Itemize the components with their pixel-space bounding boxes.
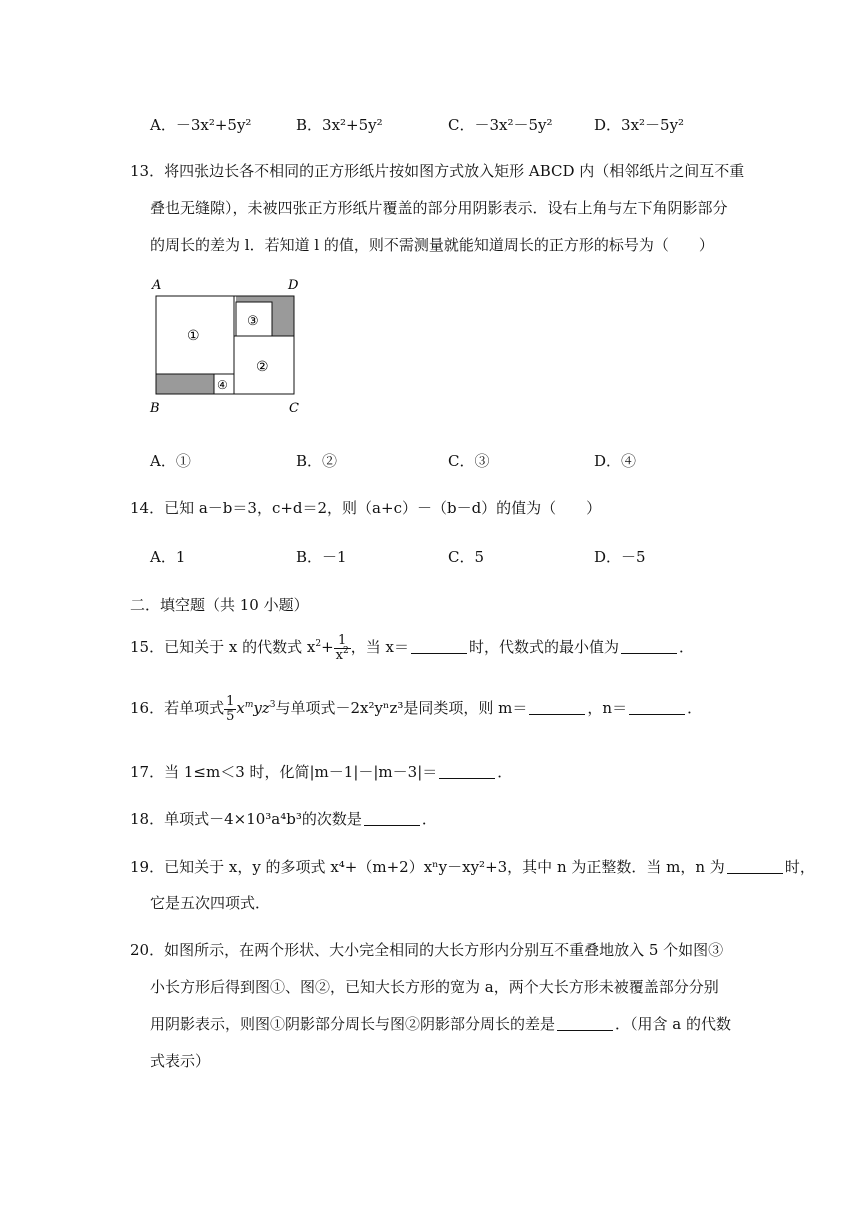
corner-label-d: D [288, 278, 299, 293]
q12-option-a: A．－3x²+5y² [150, 116, 252, 134]
square-4-label: ④ [217, 378, 228, 392]
q15-blank-x[interactable] [411, 639, 467, 654]
q14-stem: 14．已知 a－b＝3，c+d＝2，则（a+c）－（b－d）的值为（ ） [130, 499, 602, 517]
square-2-label: ② [256, 359, 269, 375]
q13-figure [140, 272, 320, 422]
q13-option-b: B．② [296, 452, 338, 470]
q15-expression: $x^2+$ $\frac{1}{x^2}$ [306, 633, 349, 663]
q16-blank-n[interactable] [629, 700, 685, 715]
corner-label-b: B [150, 401, 160, 416]
q13-stem-line1: 13．将四张边长各不相同的正方形纸片按如图方式放入矩形 ABCD 内（相邻纸片之间互不重 [130, 162, 745, 180]
q14-option-c: C．5 [448, 548, 485, 566]
q20-stem-line4: 式表示） [150, 1052, 211, 1070]
q12-option-d: D．3x²－5y² [594, 116, 685, 134]
q20-blank[interactable] [557, 1016, 613, 1031]
q16-fraction: $\frac{1}{5}$ [226, 694, 235, 724]
section-heading: 二．填空题（共 10 小题） [130, 596, 309, 614]
q19-stem-line2: 它是五次四项式． [150, 894, 271, 912]
q20-stem-line3: 用阴影表示，则图①阴影部分周长与图②阴影部分周长的差是 ．（用含 a 的代数 [150, 1015, 731, 1033]
q13-option-d: D．④ [594, 452, 637, 470]
q12-option-c: C．－3x²－5y² [448, 116, 553, 134]
q15-stem: 15．已知关于 x 的代数式 $x^2+$ $\frac{1}{x^2}$ ，当 x＝ 时，代数式的最小值为 ． [130, 633, 694, 663]
q20-stem-line1: 20．如图所示，在两个形状、大小完全相同的大长方形内分别互不重叠地放入 5 个如图③ [130, 941, 724, 959]
q15-blank-min[interactable] [621, 639, 677, 654]
q13-option-a: A．① [150, 452, 191, 470]
q20-stem-line2: 小长方形后得到图①、图②，已知大长方形的宽为 a，两个大长方形未被覆盖部分分别 [150, 978, 719, 996]
q19-stem-line1: 19．已知关于 x，y 的多项式 x⁴+（m+2）xⁿy－xy²+3，其中 n 为正整数．当 m，n 为 时， [130, 858, 815, 876]
q14-option-a: A．1 [150, 548, 186, 566]
q16-mid1: 与单项式－2x²yⁿz³是同类项，则 m＝ [275, 699, 528, 718]
corner-label-a: A [152, 278, 162, 293]
q16-stem: 16．若单项式 $\frac{1}{5}$ $x^myz^3$与单项式－2x²yⁿz³是同类项，则 m＝ ，n＝ ． [130, 694, 703, 724]
q18-stem: 18．单项式－4×10³a⁴b³的次数是 ． [130, 810, 437, 828]
q13-stem-line2: 叠也无缝隙），未被四张正方形纸片覆盖的部分用阴影表示．设右上角与左下角阴影部分 [150, 199, 728, 217]
corner-label-c: C [289, 401, 299, 416]
q17-stem: 17．当 1≤m＜3 时，化简|m－1|－|m－3|＝ ． [130, 763, 513, 781]
q15-mid2: 时，代数式的最小值为 [468, 638, 619, 657]
q18-blank[interactable] [364, 811, 420, 826]
q15-pre: 15．已知关于 x 的代数式 [130, 638, 303, 657]
q13-option-c: C．③ [448, 452, 490, 470]
q12-option-b: B．3x²+5y² [296, 116, 383, 134]
q14-option-d: D．－5 [594, 548, 646, 566]
top-right-shade-block [272, 296, 294, 336]
q19-blank[interactable] [727, 859, 783, 874]
bottom-left-shade [156, 374, 214, 394]
q16-pre: 16．若单项式 [130, 699, 225, 718]
q17-blank[interactable] [439, 764, 495, 779]
square-3-label: ③ [247, 314, 259, 329]
square-1-label: ① [187, 328, 200, 344]
q15-mid: ，当 x＝ [350, 638, 409, 657]
q16-blank-m[interactable] [529, 700, 585, 715]
q14-option-b: B．－1 [296, 548, 347, 566]
q13-stem-line3: 的周长的差为 l．若知道 l 的值，则不需测量就能知道周长的正方形的标号为（ ） [150, 236, 714, 254]
